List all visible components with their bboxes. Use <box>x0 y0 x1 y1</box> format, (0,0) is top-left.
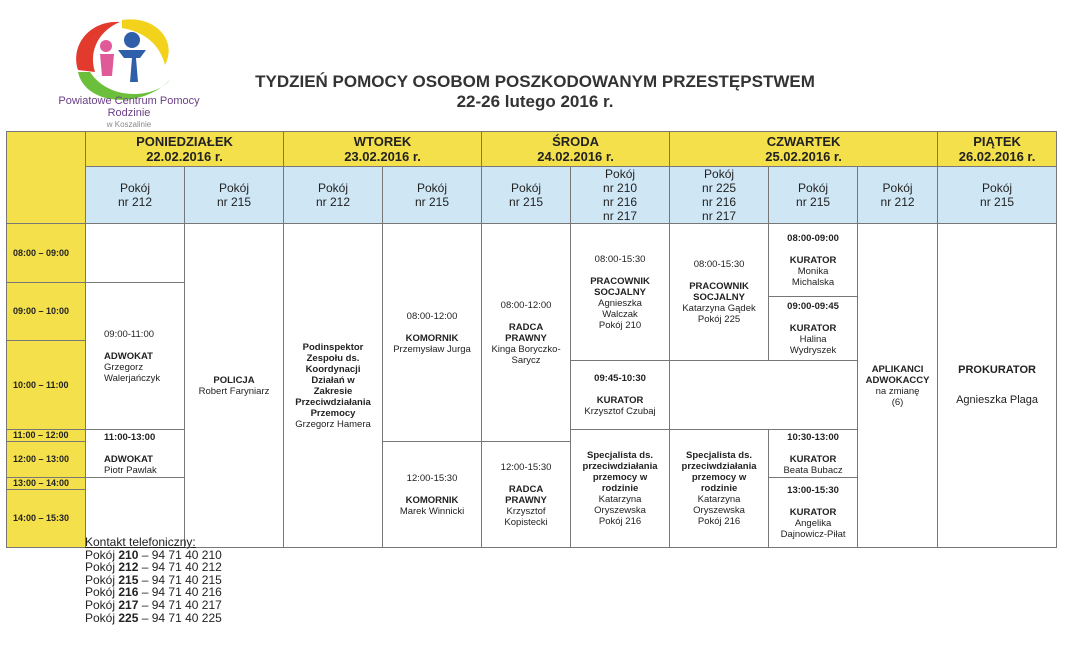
schedule-cell: 08:00-15:30 PRACOWNIK SOCJALNY Agnieszka Walczak Pokój 210 <box>571 224 670 361</box>
document-title <box>180 72 890 112</box>
schedule-cell: Specjalista ds. przeciwdziałania przemocy w rodzinie Katarzyna Oryszewska Pokój 216 <box>670 430 769 548</box>
room-header: Pokój nr 210 nr 216 nr 217 <box>571 167 670 224</box>
contact-line: Pokój 225 – 94 71 40 225 <box>85 610 222 625</box>
time-slot: 08:00 – 09:00 <box>7 224 86 283</box>
room-header: Pokój nr 212 <box>284 167 383 224</box>
day-header: CZWARTEK 25.02.2016 r. <box>670 132 938 167</box>
schedule-cell: 10:30-13:00 KURATOR Beata Bubacz <box>769 430 858 478</box>
room-header: Pokój nr 215 <box>482 167 571 224</box>
contacts-heading: Kontakt telefoniczny: <box>85 535 196 549</box>
day-header: PIĄTEK 26.02.2016 r. <box>938 132 1057 167</box>
room-header: Pokój nr 215 <box>383 167 482 224</box>
schedule-cell: 09:00-11:00 ADWOKAT Grzegorz Walerjańczyk <box>86 283 185 430</box>
schedule-cell: 09:00-09:45 KURATOR Halina Wydryszek <box>769 297 858 361</box>
time-slot: 10:00 – 11:00 <box>7 341 86 430</box>
schedule-cell: 08:00-15:30 PRACOWNIK SOCJALNY Katarzyna Gądek Pokój 225 <box>670 224 769 361</box>
room-header: Pokój nr 212 <box>858 167 938 224</box>
contact-line: Pokój 217 – 94 71 40 217 <box>85 597 222 612</box>
time-slot: 09:00 – 10:00 <box>7 283 86 341</box>
time-slot: 11:00 – 12:00 <box>7 430 86 442</box>
room-header: Pokój nr 215 <box>938 167 1057 224</box>
schedule-cell: 09:45-10:30 KURATOR Krzysztof Czubaj <box>571 361 670 430</box>
contact-line: Pokój 212 – 94 71 40 212 <box>85 560 222 575</box>
schedule-cell: Specjalista ds. przeciwdziałania przemocy w rodzinie Katarzyna Oryszewska Pokój 216 <box>571 430 670 548</box>
room-header: Pokój nr 215 <box>769 167 858 224</box>
room-header: Pokój nr 215 <box>185 167 284 224</box>
contact-line: Pokój 215 – 94 71 40 215 <box>85 572 222 587</box>
schedule-cell: 08:00-09:00 KURATOR Monika Michalska <box>769 224 858 297</box>
room-header: Pokój nr 212 <box>86 167 185 224</box>
day-header: PONIEDZIAŁEK 22.02.2016 r. <box>86 132 284 167</box>
room-header: Pokój nr 225 nr 216 nr 217 <box>670 167 769 224</box>
contacts-block <box>85 536 222 624</box>
schedule-cell: 11:00-13:00 ADWOKAT Piotr Pawlak <box>86 430 185 478</box>
schedule-cell: POLICJA Robert Faryniarz <box>185 224 284 548</box>
empty-cell <box>86 224 185 283</box>
schedule-cell: 12:00-15:30 KOMORNIK Marek Winnicki <box>383 442 482 548</box>
time-slot: 12:00 – 13:00 <box>7 442 86 478</box>
time-slot: 13:00 – 14:00 <box>7 478 86 490</box>
day-header: WTOREK 23.02.2016 r. <box>284 132 482 167</box>
contact-line: Pokój 210 – 94 71 40 210 <box>85 547 222 562</box>
contact-line: Pokój 216 – 94 71 40 216 <box>85 585 222 600</box>
title-line2: 22-26 lutego 2016 r. <box>456 92 614 111</box>
schedule-cell: PROKURATOR Agnieszka Plaga <box>938 224 1057 548</box>
schedule-cell: Podinspektor Zespołu ds. Koordynacji Działań w Zakresie Przeciwdziałania Przemocy Grzegorz Hamera <box>284 224 383 548</box>
logo-line2: w Koszalinie <box>106 120 152 129</box>
schedule-cell: 08:00-12:00 RADCA PRAWNY Kinga Boryczko- Sarycz <box>482 224 571 442</box>
logo-line1: Powiatowe Centrum Pomocy Rodzinie <box>58 95 200 119</box>
corner-cell <box>7 132 86 224</box>
time-slot: 14:00 – 15:30 <box>7 490 86 548</box>
schedule-cell: 12:00-15:30 RADCA PRAWNY Krzysztof Kopistecki <box>482 442 571 548</box>
day-header: ŚRODA 24.02.2016 r. <box>482 132 670 167</box>
schedule-cell: 13:00-15:30 KURATOR Angelika Dajnowicz-Piłat <box>769 478 858 548</box>
schedule-table <box>6 131 1057 548</box>
schedule-cell: APLIKANCI ADWOKACCY na zmianę (6) <box>858 224 938 548</box>
title-line1: TYDZIEŃ POMOCY OSOBOM POSZKODOWANYM PRZESTĘPSTWEM <box>255 72 815 91</box>
schedule-cell: 08:00-12:00 KOMORNIK Przemysław Jurga <box>383 224 482 442</box>
